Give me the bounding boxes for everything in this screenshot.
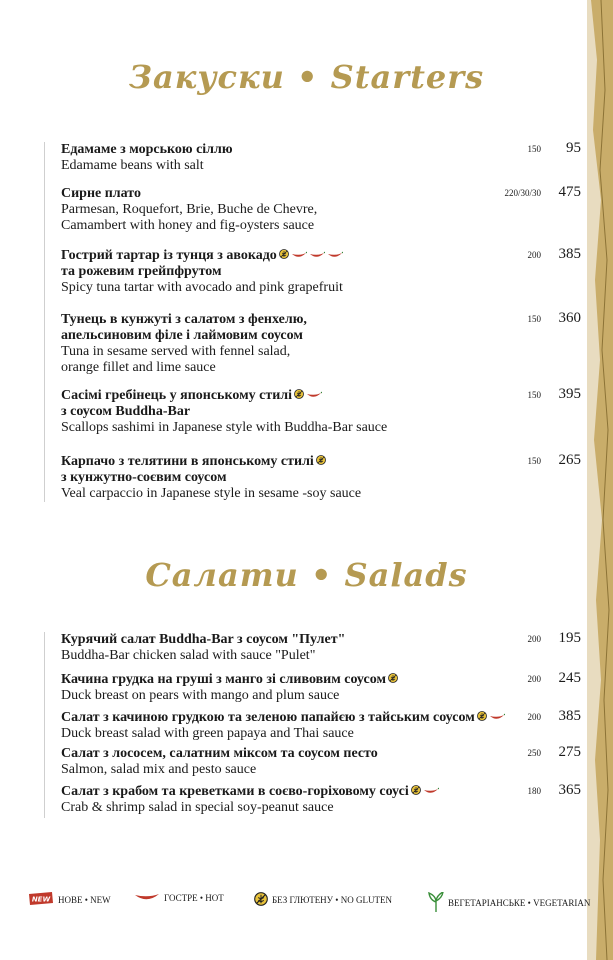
item-name-ua: Салат з крабом та креветками в соєво-горіховому соусі <box>61 784 581 800</box>
gluten-free-icon <box>477 710 487 726</box>
legend-item-hot <box>134 892 224 904</box>
item-weight: 200 <box>527 250 541 260</box>
legend-label: ВЕГЕТАРІАНСЬКЕ • VEGETARIAN <box>448 898 591 908</box>
legend-label: БЕЗ ГЛЮТЕНУ • NO GLUTEN <box>272 895 392 905</box>
item-price: 395 <box>558 386 581 402</box>
item-name-ua: Гострий тартар із тунця з авокадо <box>61 248 581 264</box>
gluten-free-icon <box>294 388 304 404</box>
item-price: 195 <box>558 630 581 646</box>
menu-item <box>61 672 581 704</box>
item-name-en: Spicy tuna tartar with avocado and pink grapefruit <box>61 280 343 296</box>
item-price: 275 <box>558 744 581 760</box>
item-weight: 150 <box>527 314 541 324</box>
item-name-en: Buddha-Bar chicken salad with sauce "Pulet" <box>61 648 316 663</box>
hot-icon <box>489 710 505 726</box>
decorative-gold-edge <box>587 0 613 960</box>
legend <box>0 886 613 916</box>
item-name-en: Salmon, salad mix and pesto sauce <box>61 762 257 777</box>
item-name-ua: та рожевим грейпфрутом <box>61 264 222 280</box>
item-weight: 180 <box>527 786 541 796</box>
gluten-free-icon <box>388 672 398 688</box>
menu-item <box>61 454 581 502</box>
item-name-ua: Качина грудка на груші з манго зі сливовим соусом <box>61 672 581 688</box>
salads-title: Салати • Salads <box>145 556 468 594</box>
item-name-ua: з кунжутно-соєвим соусом <box>61 470 227 486</box>
item-name-en: Crab & shrimp salad in special soy-peanut sauce <box>61 800 334 816</box>
menu-item <box>61 784 581 816</box>
item-price: 385 <box>558 246 581 262</box>
menu-item <box>61 312 581 376</box>
legend-item-vegetarian <box>428 892 590 914</box>
item-name-ua: Карпачо з телятини в японському стилі <box>61 454 581 470</box>
hot-icon <box>134 892 160 904</box>
new-icon <box>28 892 54 908</box>
hot-icon <box>291 248 307 264</box>
gluten-free-icon <box>316 454 326 470</box>
item-price: 265 <box>558 452 581 468</box>
menu-item <box>61 186 581 234</box>
item-price: 95 <box>566 140 581 156</box>
hot-icon <box>306 388 322 404</box>
legend-item-new <box>28 892 111 908</box>
item-name-ua: Салат з лососем, салатним міксом та соусом песто <box>61 746 378 761</box>
item-price: 365 <box>558 782 581 798</box>
item-name-en: Veal carpaccio in Japanese style in sesame -soy sauce <box>61 486 362 502</box>
item-name-ua: з соусом Buddha-Bar <box>61 404 191 420</box>
gluten-free-icon <box>279 248 289 264</box>
vegetarian-icon <box>428 892 444 914</box>
legend-label: НОВЕ • NEW <box>58 895 111 905</box>
item-name-en: Camambert with honey and fig-oysters sauce <box>61 218 315 233</box>
item-weight: 150 <box>527 456 541 466</box>
item-name-ua: Курячий салат Buddha-Bar з соусом "Пулет" <box>61 632 346 647</box>
menu-item <box>61 248 581 296</box>
item-weight: 250 <box>527 748 541 758</box>
gluten-free-icon <box>254 892 268 908</box>
menu-item <box>61 142 581 174</box>
gluten-free-icon <box>411 784 421 800</box>
item-weight: 200 <box>527 712 541 722</box>
menu-item <box>61 388 581 436</box>
item-name-en: Duck breast on pears with mango and plum sauce <box>61 688 340 704</box>
item-price: 385 <box>558 708 581 724</box>
item-name-ua: Тунець в кунжуті з салатом з фенхелю, <box>61 312 307 327</box>
item-price: 360 <box>558 310 581 326</box>
item-name-en: orange fillet and lime sauce <box>61 360 216 375</box>
item-name-ua: Сасімі гребінець у японському стилі <box>61 388 581 404</box>
hot-icon <box>327 248 343 264</box>
menu-item <box>61 632 581 664</box>
item-weight: 150 <box>527 144 541 154</box>
item-name-ua: апельсиновим філе і лаймовим соусом <box>61 328 303 343</box>
item-name-en: Edamame beans with salt <box>61 158 204 173</box>
item-name-en: Duck breast salad with green papaya and Thai sauce <box>61 726 354 742</box>
item-name-en: Parmesan, Roquefort, Brie, Buche de Chevre, <box>61 202 318 217</box>
starters-title: Закуски • Starters <box>128 58 485 96</box>
item-name-ua: Едамаме з морською сіллю <box>61 142 233 157</box>
hot-icon <box>423 784 439 800</box>
item-name-en: Scallops sashimi in Japanese style with Buddha-Bar sauce <box>61 420 388 436</box>
legend-item-gluten-free <box>254 892 392 908</box>
menu-item <box>61 746 581 778</box>
hot-icon <box>309 248 325 264</box>
item-name-en: Tuna in sesame served with fennel salad, <box>61 344 291 359</box>
menu-item <box>61 710 581 742</box>
item-weight: 200 <box>527 634 541 644</box>
salads-list <box>44 632 585 818</box>
item-name-ua: Сирне плато <box>61 186 141 201</box>
svg-text:NEW: NEW <box>31 895 51 904</box>
item-weight: 200 <box>527 674 541 684</box>
item-price: 245 <box>558 670 581 686</box>
starters-list <box>44 142 585 502</box>
item-weight: 150 <box>527 390 541 400</box>
item-name-ua: Салат з качиною грудкою та зеленою папайєю з тайським соусом <box>61 710 581 726</box>
legend-label: ГОСТРЕ • HOT <box>164 893 224 903</box>
item-price: 475 <box>558 184 581 200</box>
item-weight: 220/30/30 <box>504 188 541 198</box>
